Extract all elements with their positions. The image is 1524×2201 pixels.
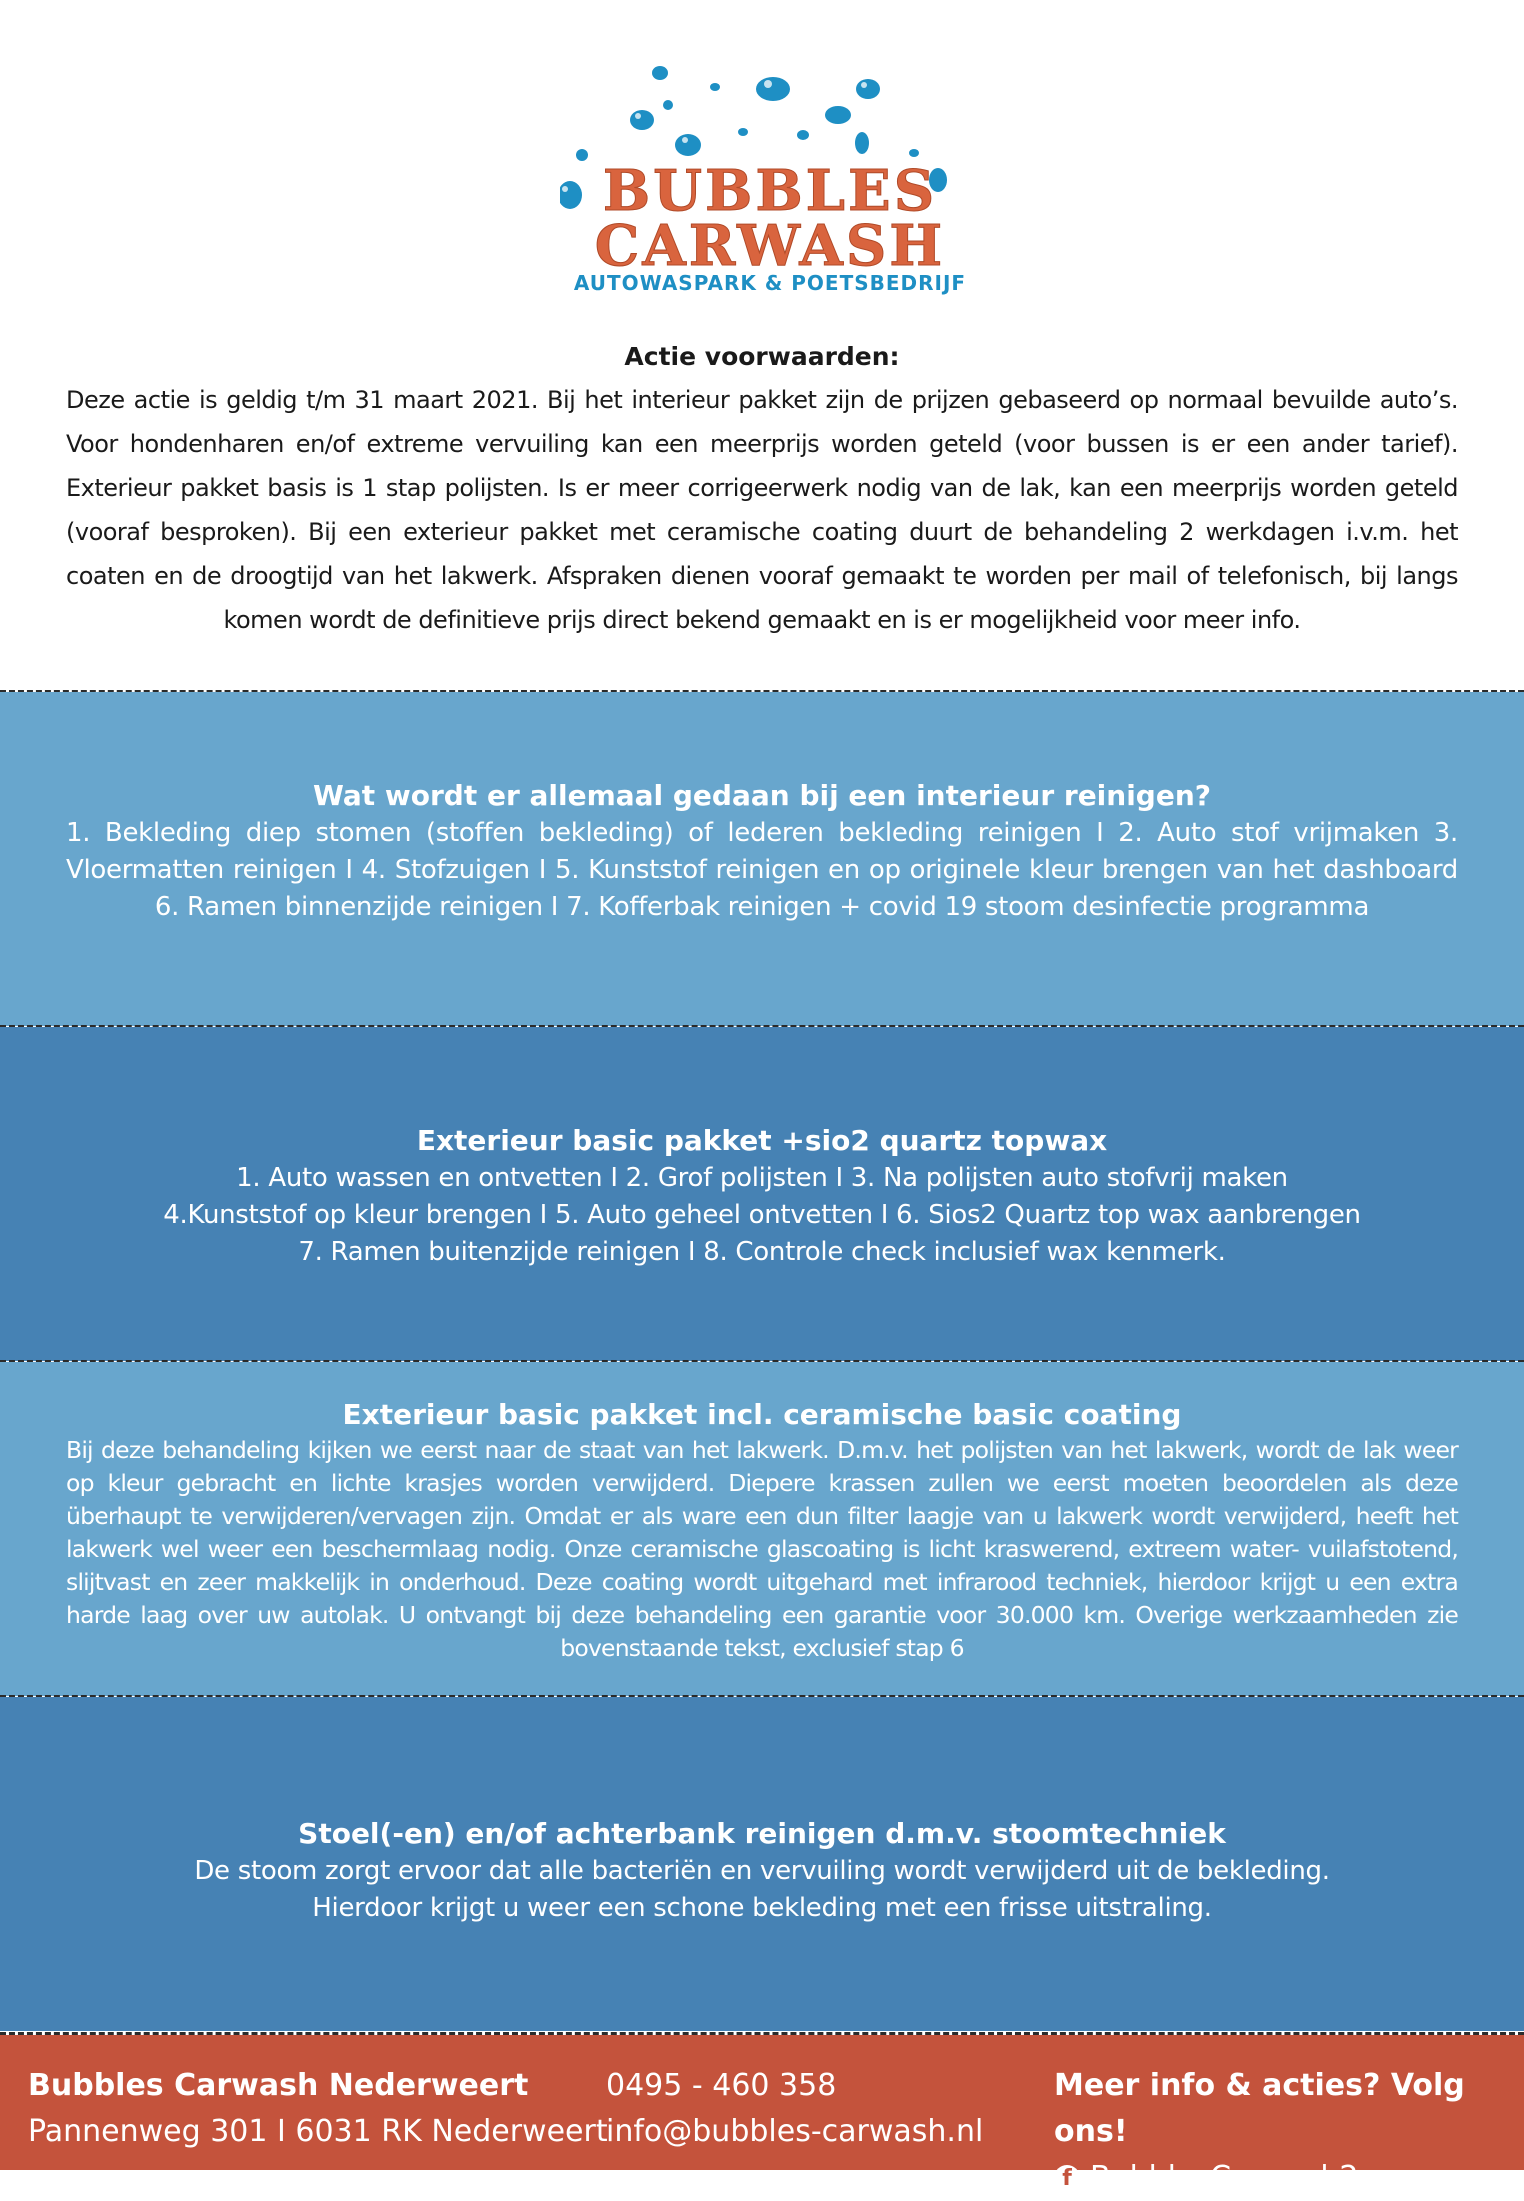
bubble [756,77,790,101]
bubble [855,132,869,154]
footer-contact-block [606,2063,983,2155]
section-line: 4.Kunststof op kleur brengen I 5. Auto geheel ontvetten I 6. Sios2 Quartz top wax aanbrengen [163,1200,1361,1230]
footer-address: Pannenweg 301 I 6031 RK Nederweert [28,2114,608,2149]
footer-phone[interactable]: 0495 - 460 358 [606,2068,837,2103]
bubble [710,83,720,91]
section-title: Exterieur basic pakket +sio2 quartz topwax [416,1124,1108,1157]
bubble [663,100,673,110]
bubble [909,149,919,157]
section-line: 7. Ramen buitenzijde reinigen I 8. Controle check inclusief wax kenmerk. [298,1237,1226,1267]
section-text: Bij deze behandeling kijken we eerst naar de staat van het lakwerk. D.m.v. het polijsten van het lakwerk, wordt de lak weer op kleur gebracht en lichte krasjes worden verwijderd. Diepere krassen zullen we eerst moeten beoordelen als deze überhaupt te verwijderen/vervagen zijn. Omdat er als ware een dun filter laagje van u lakwerk wordt verwijderd, heeft het lakwerk wel weer een beschermlaag nodig. Onze ceramische glascoating is licht kraswerend, extreem water- vuilafstotend, slijtvast en zeer makkelijk in onderhoud. Deze coating wordt uitgehard met infrarood techniek, hierdoor krijgt u een extra harde laag over uw autolak. U ontvangt bij deze behandeling een garantie voor 30.000 km. Overige werkzaamheden zie bovenstaande tekst, exclusief stap 6 [66,1436,1458,1662]
conditions-section [66,340,1458,642]
bubble [630,110,654,130]
logo-wordmark-line2: CARWASH [594,213,946,279]
section-title: Exterieur basic pakket incl. ceramische basic coating [342,1398,1182,1431]
bubble [856,79,880,99]
bubble [797,130,809,140]
exterior-topwax-section [0,1027,1524,1361]
footer-email[interactable]: info@bubbles-carwash.nl [606,2114,984,2149]
footer-social-cta: Meer info & acties? Volg ons! [1054,2068,1465,2149]
facebook-handle: BubblesCarwash2 [1090,2160,1359,2195]
section-line: Hierdoor krijgt u weer een schone bekleding met een frisse uitstraling. [312,1893,1212,1923]
footer-address-block [28,2063,608,2155]
footer-company-name: Bubbles Carwash Nederweert [28,2068,529,2103]
bubble [675,134,701,156]
section-line: 1. Auto wassen en ontvetten I 2. Grof polijsten I 3. Na polijsten auto stofvrij maken [236,1163,1288,1193]
footer [0,2035,1524,2195]
conditions-text: Deze actie is geldig t/m 31 maart 2021. Bij het interieur pakket zijn de prijzen gebaseerd op normaal bevuilde auto’s. Voor hondenharen en/of extreme vervuiling kan een meerprijs worden geteld (voor bussen is er een ander tarief). Exterieur pakket basis is 1 stap polijsten. Is er meer corrigeerwerk nodig van de lak, kan een meerprijs worden geteld (vooraf besproken). Bij een exterieur pakket met ceramische coating duurt de behandeling 2 werkdagen i.v.m. het coaten en de droogtijd van het lakwerk. Afspraken dienen vooraf gemaakt te worden per mail of telefonisch, bij langs komen wordt de definitieve prijs direct bekend gemaakt en is er mogelijkheid voor meer info. [66,386,1458,634]
section-line: De stoom zorgt ervoor dat alle bacteriën en vervuiling wordt verwijderd uit de bekleding. [194,1856,1330,1886]
bubble [652,66,668,80]
facebook-link[interactable] [1054,2155,1524,2201]
facebook-icon: f [1054,2165,1080,2191]
logo-wordmark-line1: BUBBLES [602,158,938,224]
section-title: Wat wordt er allemaal gedaan bij een interieur reinigen? [312,779,1212,812]
conditions-title: Actie voorwaarden: [624,342,900,371]
bubble [576,149,588,161]
logo [560,55,980,305]
bubble [825,106,851,124]
exterior-ceramic-coating-section [0,1362,1524,1696]
seat-steam-cleaning-section [0,1697,1524,2031]
interior-cleaning-section [0,692,1524,1026]
logo-tagline: AUTOWASPARK & POETSBEDRIJF [573,271,967,295]
section-title: Stoel(-en) en/of achterbank reinigen d.m.v. stoomtechniek [298,1817,1226,1850]
footer-social-block [1054,2063,1524,2201]
bubble [738,128,748,136]
section-text: 1. Bekleding diep stomen (stoffen bekleding) of lederen bekleding reinigen I 2. Auto stof vrijmaken 3. Vloermatten reinigen I 4. Stofzuigen I 5. Kunststof reinigen en op originele kleur brengen van het dashboard 6. Ramen binnenzijde reinigen I 7. Kofferbak reinigen + covid 19 stoom desinfectie programma [66,818,1458,922]
